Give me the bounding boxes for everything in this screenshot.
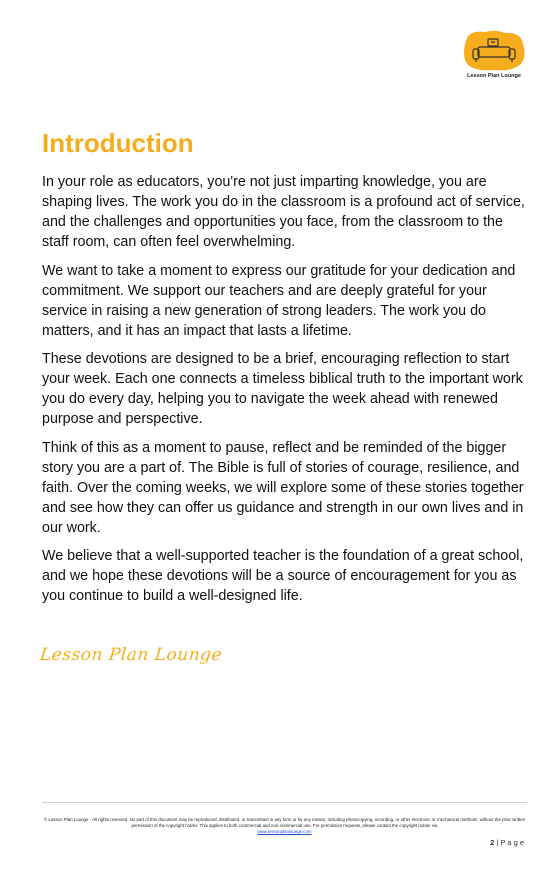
paragraph: In your role as educators, you're not just imparting knowledge, you are shaping lives. The work you do in the classroom is a profound act of service, and the challenges and opportunities you face, from the classroom to the staff room, can often feel overwhelming. xyxy=(42,174,525,250)
couch-logo-icon xyxy=(461,30,527,72)
page-number-value: 2 xyxy=(490,838,495,847)
page-label: | P a g e xyxy=(496,838,524,847)
website-link[interactable]: www.lessonplanlounge.com xyxy=(257,829,312,835)
footer-copyright xyxy=(42,817,527,836)
footer-divider xyxy=(42,802,527,803)
paragraph: Think of this as a moment to pause, reflect and be reminded of the bigger story you are a part of. The Bible is full of stories of courage, resilience, and faith. Over the coming weeks, we will explore some of these stories together and see how they can offer us guidance and strength in our own lives and in our work. xyxy=(42,439,524,536)
paragraph: These devotions are designed to be a brief, encouraging reflection to start your week. Each one connects a timeless biblical truth to the important work you do every day, helping you to navigate the week ahead with renewed purpose and perspective. xyxy=(42,351,523,427)
brand-logo xyxy=(459,30,529,86)
page-title: Introduction xyxy=(42,128,194,158)
paragraph: We believe that a well-supported teacher is the foundation of a great school, and we hope these devotions will be a source of encouragement for you as you continue to build a well-designed life. xyxy=(42,548,524,604)
intro-body xyxy=(42,172,527,615)
page-number xyxy=(490,838,524,847)
logo-text: Lesson Plan Lounge xyxy=(467,73,521,79)
paragraph: We want to take a moment to express our gratitude for your dedication and commitment. We support our teachers and are deeply grateful for your service in raising a new generation of strong leaders. The work you do matters, and it has an impact that lasts a lifetime. xyxy=(42,262,516,339)
signature: Lesson Plan Lounge xyxy=(38,645,224,665)
copyright-text: © Lesson Plan Lounge - All rights reserved. No part of this document may be reproduced, distributed, or transmitted in any form or by any means, including photocopying, recording, or other electronic or mechanical methods, without the prior written permission of the copyright holder. This applies to both commercial and non-commercial use. For permission requests, please contact the copyright holder via xyxy=(43,817,526,829)
